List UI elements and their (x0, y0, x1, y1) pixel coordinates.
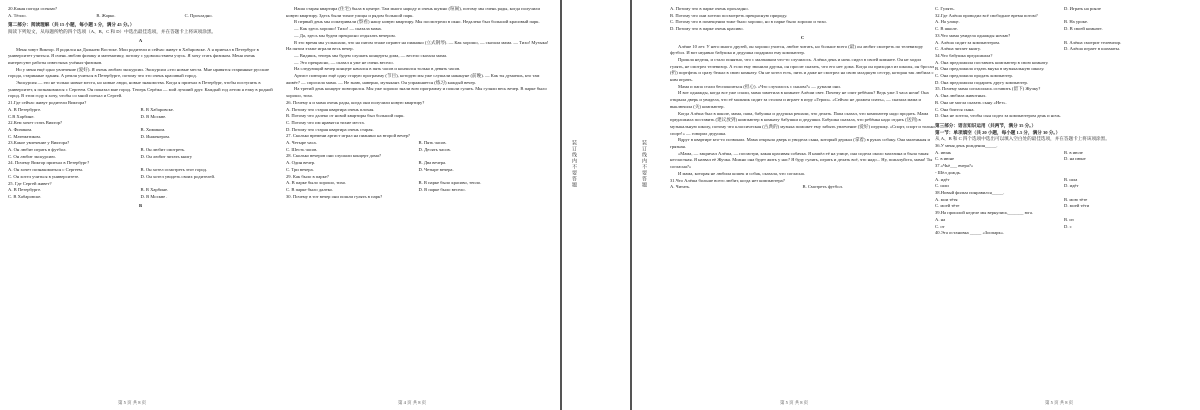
option: D. идёт (1064, 183, 1079, 189)
page-footer: 第 5 页 共 8 页 (780, 400, 809, 405)
option: C. В парке было далеко. (286, 186, 334, 192)
option: C. моей тёте (935, 203, 960, 209)
section-note: 从 A、B 和 C 四个选项中选出可以填入空白处的最佳选项，并在答题卡上将该项涂黑。 (935, 136, 1110, 142)
option: B. Он любит смотреть. (140, 147, 186, 153)
dialogue-line: — Да, здесь мы будем прекрасно отдыхать вечером. (294, 32, 396, 38)
q25-options (8, 194, 273, 201)
option: C. Она боится сына. (935, 106, 975, 112)
option: D. Инженером. (140, 133, 171, 139)
q32-options (935, 19, 1193, 26)
option: A. В Петербурге. (8, 106, 42, 112)
question-35: 35. Почему мама согласилась оставить (留下) Жучку? (935, 86, 1041, 92)
q29-options (286, 180, 551, 187)
page2-right-column (935, 6, 1193, 237)
q36-options (935, 150, 1193, 157)
option: B. Пять часов. (418, 140, 447, 146)
question-30: 30. Почему в тот вечер они пошли гулять в парк? (286, 193, 383, 199)
q21-options (8, 107, 273, 114)
option: B. Она не могла сказать сыну «Нет». (935, 99, 1007, 105)
option: B. Два вечера. (418, 160, 447, 166)
option: C. Три вечера. (286, 166, 314, 172)
option: B. Алёша смотрит телевизор. (1064, 39, 1122, 45)
option: C. Алёша читает книгу. (935, 46, 981, 52)
option: B. Потому что они хотели посмотреть прекрасную природу. (670, 12, 788, 18)
option: A. Алёша сидит за компьютером. (935, 39, 1001, 45)
option: A. В Петербурге. (8, 187, 42, 193)
section-heading: 第三部分：语言知识运用（共两节，满分 35 分。） (935, 122, 1037, 128)
paragraph: Алёше 10 лет. У него много друзей, он хорошо учится, любит читать, но больше всего (最) он любит смотреть по телевизору футбол. И вот недавно бабушка и дедушка подарили ему компьютер. (670, 43, 923, 56)
passage-label: C (800, 34, 805, 40)
section-note: 阅读下列短文，从每题所给的四个选项（A、B、C 和 D）中选出最佳选项，并在答题卡上将该项涂黑。 (8, 29, 217, 35)
question-39: 39.На прошлой неделе мы вернулись_______ юга. (935, 210, 1034, 216)
option: D. Алёша играет в шахматы. (1064, 46, 1121, 52)
option: B. Смотреть футбол. (802, 184, 843, 190)
q29-options (286, 187, 551, 194)
option: C. В Хабаровске. (8, 193, 42, 199)
binding-gutter-line (630, 0, 632, 410)
question-23: 23.Какое увлечение у Виктора? (8, 140, 70, 146)
question-31: 31.Что Алёша больше всего любит, когда нет компьютера? (670, 177, 785, 183)
question-32: 32.Где Алёша проводил всё свободное время потом? (935, 12, 1038, 18)
q31-options (935, 6, 1193, 13)
paragraph: — Это прекрасно, — сказал я уже не очень весело. (294, 59, 394, 65)
option: C. Математиком. (8, 133, 41, 139)
paragraph: На третий день концерт повторился. Мы уже хорошо знали всю программу и пошли гулять. Мы гуляли весь вечер. В парке было хорошо, тихо. (286, 86, 547, 99)
question-33: 33.Что мама увидела однажды ночью? (935, 32, 1011, 38)
page-footer: 第 5 页 共 8 页 (1045, 400, 1074, 405)
q39-options (935, 217, 1193, 224)
question-28: 28. Сколько вечеров они слушали концерт дома? (286, 153, 381, 159)
q22-options (8, 127, 273, 134)
paragraph: Наша старая квартира (住宅) была в центре. Там много народу и очень шумно (喧闹), потому мы очень рады, когда получили новую квартиру. Здесь были тихие улицы и рядом большой парк. (286, 6, 540, 18)
page1-left-column (8, 6, 273, 211)
paragraph: Меня зовут Виктор. Я родился на Дальнем Востоке. Мои родители и сейчас живут в Хабаровске. А я приехал в Петербург в университет учиться. Я очень люблю физику и математику, потому с удовольствием учусь. Я хочу стать физиком. Меня очень интересуют работы известных учёных-физиков. (8, 46, 259, 65)
q28-options (286, 167, 551, 174)
option: B. Он хотел осмотреть этот город. (140, 167, 208, 173)
paragraph: Но у меня ещё одно увлечение (爱好). Я очень люблю экскурсии. Экскурсии «это новые места. Мне нравятся старинные русские города, старинные здания. А ремля учиться в Петербурге, потому что это очень красивый город. (8, 66, 270, 79)
option: D. моей тёти (1064, 203, 1090, 209)
q20-options (8, 13, 273, 20)
option: D. Потому что в парке очень красиво. (670, 26, 744, 32)
paragraph: На следующий вечер концерт начался в пять часов и кончился только в девять часов. (294, 66, 461, 72)
option: C. в июне (935, 156, 955, 162)
option: C. Она предложила продать компьютер. (935, 73, 1013, 79)
question-22: 22.Кем хочет стать Виктор? (8, 120, 63, 126)
option: C. от (935, 223, 945, 229)
gutter-text: 装订线内不要答题 (641, 140, 646, 188)
page-footer: 第 4 页 共 8 页 (398, 400, 427, 405)
option: D. Четыре вечера. (418, 166, 454, 172)
option: A. Потому что старая квартира очень плохая. (286, 106, 375, 112)
question-37: 37.«Чьё___ вчера?» (935, 163, 974, 169)
question-38: 38.Новый фильм понравился_____. (935, 189, 1005, 195)
option: A. Физиком. (8, 126, 33, 132)
paragraph: В это время мы услышали, что на пятом этаже играют на пианино (立式钢琴). — Как хорошо, — сказала мама. — Тихо! Музыка! На пятом этаже играли весь вечер. (286, 39, 549, 52)
paragraph: Артист повторил ещё одну старую программу (节目), которую мы уже слушали накануне (前晚). — Как ты думаешь, кто там живёт? — спросила мама. — Не знаю, наверно, музыкант. Он упражняется (练习) каждый вечер. (286, 73, 540, 85)
option: C. Потому что им нравятся тихие места. (286, 119, 365, 125)
dialogue-line: — Как здесь хорошо! Тихо! — сказала мама. (294, 26, 382, 32)
question-21: 21.Где сейчас живут родители Виктора? (8, 100, 87, 106)
question-36: 36.У меня день рождения_____. (935, 143, 998, 149)
question-24: 24. Почему Виктор приехал в Петербург? (8, 160, 90, 166)
question-34: 34.Что бабушка предложила? (935, 52, 993, 58)
option: D. Она предложила подарить другу компьютер. (935, 79, 1028, 85)
option: A. Тёпло. (8, 12, 27, 18)
option: B. На уроке. (1064, 19, 1089, 25)
q25-options (8, 187, 273, 194)
option: A. июнь (935, 149, 952, 155)
subsection-heading: 第一节：单项填空（共 20 小题，每小题 1.5 分，满分 30 分。） (935, 129, 1061, 135)
option: D. Десять часов. (418, 146, 451, 152)
option: D. Играть на рояле (1064, 6, 1101, 11)
passage-label: B (138, 202, 143, 208)
page-footer: 第 5 页 共 8 页 (118, 400, 147, 405)
option: A. мои тётя (935, 196, 958, 202)
option: B. из (1064, 216, 1074, 222)
option: D. В Москве. (140, 113, 167, 119)
q21-options (8, 114, 273, 121)
q24-options (8, 167, 273, 174)
option: B. мою тёте (1064, 196, 1088, 202)
paragraph: И вот однажды, когда все уже спали, мама заметила в комнате Алёши свет. Почему не спит ребёнок? Ведь уже 3 часа ночи! Она открыла дверь и увидела, что её мальчик сидит за столом и играет в игру «Герои». «Сейчас не должен спать», — сказала мама и выключила (关) компьютер. (670, 90, 929, 109)
q28-options (286, 160, 551, 167)
q37-options (935, 183, 1193, 190)
option: B. Химиком. (140, 126, 166, 132)
option: B. шла (1064, 176, 1078, 182)
q37-options (935, 177, 1193, 184)
option: D. на июне (1064, 156, 1086, 162)
option: D. В своей комнате. (1064, 26, 1103, 32)
paragraph: Прошла неделя, и стало понятно, что с мальчиком что-то случилось. Алёша день и ночь сидел в своей комнате. Он не ходил гулять, не смотрел телевизор. А если ему звонили друзья, он просит сказать, что его нет дома. Когда он приходил из школы, он бросал (扔) портфель и сразу бежал в свою комнату. Он не хотел есть, пить и даже не смотрел на свою младшую сестру, которая так любила с ним играть. (670, 56, 935, 83)
q36-options (935, 156, 1193, 163)
passage-label: A (138, 37, 143, 43)
option: B. Потому что далеко от новой квартиры был большой парк. (286, 113, 405, 119)
q23-options (8, 154, 273, 161)
paragraph: Экскурсия — это не только новые места, но новые люди, новые знакомства. Когда я приехал в Петербург, чтобы поступить в университет, я познакомился с Сергеем. Он показал мне город. Теперь Серёжа — мой лучший друг. Каждый год летом я езжу в родной город. В этом году я хочу, чтобы со мной поехал и Сергей. (8, 80, 273, 99)
q22-options (8, 134, 273, 141)
paragraph: И мама, которая не любила кошек и собак, сказала, что согласна. (678, 170, 805, 176)
q32-options (935, 26, 1193, 33)
option: C. шли (935, 183, 949, 189)
binding-gutter-line (560, 0, 562, 410)
option: B. В Хабаровске. (140, 106, 174, 112)
option: A. Она предложила поставить компьютер в свою комнату. (935, 59, 1049, 65)
page2-left-column (670, 6, 935, 191)
q39-options (935, 224, 1193, 231)
question-25: 25. Где Сергей живет? (8, 180, 52, 186)
question-40: 40.Эта остановка _____ «Зоопарк». (935, 230, 1005, 236)
q33-options (935, 40, 1193, 47)
option: D. Он любит читать книгу (140, 153, 193, 159)
option: C. Потому что в помещении тоже было хорошо, но в парке было хорошо и тихо. (670, 19, 828, 25)
paragraph: Вдруг в квартире кто-то позвонил. Мама открыла дверь и увидела сына, который держал (拿着) в руках собаку. Она маленькая и грязная. (670, 137, 930, 150)
paragraph: — Видишь, теперь мы будем слушать концерты дома, — весело сказала мама. (294, 52, 448, 58)
q38-options (935, 203, 1193, 210)
question-37-sub: - Шёл дождь. (935, 169, 962, 175)
option: C. Он любит экскурсию. (8, 153, 56, 159)
paragraph: В первый день мы осматривали (察看) нашу новую квартиру. Мы посмотрели в окно. Недалеко был большой красивый парк. (294, 19, 540, 25)
question-20: 20.Какая погода осенью? (8, 6, 58, 11)
q27-options (286, 147, 551, 154)
option: A. Он хочет познакомиться с Сергеем. (8, 167, 83, 173)
q33-options (935, 46, 1193, 53)
option: A. Он любит играть в футбол. (8, 147, 67, 153)
option: C.В Харбине. (8, 113, 35, 119)
option: A. На улице. (935, 19, 960, 25)
q24-options (8, 174, 273, 181)
option: A. Потому что в парке очень прохладно. (670, 6, 749, 11)
option: A. Она любила животных. (935, 93, 987, 99)
option: A. В парке было хорошо, тихо. (286, 180, 347, 186)
q23-options (8, 147, 273, 154)
question-27: 27. Сколько времени артист играл на пианино на второй вечер? (286, 133, 410, 139)
q31-options (670, 184, 935, 191)
option: D. Потому что старая квартира очень старая. (286, 126, 374, 132)
option: A. идёт (935, 176, 950, 182)
option: C. Гулять. (935, 6, 955, 11)
paragraph: «Мама, — закричал Алёша, — посмотри, какая красивая собачка. Я нашёл её на улице, она сидела около магазина и была такая несчастная. Я назвал её Жучка. Можно она будет жить у нас? Я буду гулять, играть и делать всё, что надо... Ну, пожалуйста, мама! Ты согласна?» (670, 150, 933, 170)
option: C. Шесть часов. (286, 146, 318, 152)
option: C. В школе. (935, 26, 958, 32)
option: C. Он хотел учиться в университете. (8, 173, 80, 179)
option: B. Она предложила отдать внука в музыкальную школу. (935, 66, 1045, 72)
option: D. Он хотел увидеть своих родителей. (140, 173, 216, 179)
option: A. Один вечер. (286, 160, 316, 166)
option: B. Жарко. (96, 12, 116, 18)
option: B. В Харбине. (140, 187, 169, 193)
q27-options (286, 140, 551, 147)
option: D. В парке было весело. (418, 186, 466, 192)
option: A. Читать. (670, 184, 691, 190)
page1-right-column (286, 6, 551, 200)
option: C. Прохладно. (184, 12, 213, 18)
paragraph: Когда Алёша был в школе, мама, папа, бабушка и дедушка решали, что делать. Папа сказал, что компьютер надо продать. Мама предложила поставить (建议放到) компьютер в комнату бабушки и дедушки. Бабушка сказала, что ребёнка надо отдать (送到) в музыкальную школу, потому что классическая (古典的) музыка поможет ему забыть увлечение (爱好) игрушку. «Спорт, спорт и только спорт!» — говорил дедушка. (670, 110, 935, 136)
question-29: 29. Как было в парке? (286, 173, 329, 179)
gutter-text: 装订线内不要答题 (571, 140, 576, 188)
option: D. В Москве . (140, 193, 168, 199)
paragraph: Мама и папа стали беспокоиться (担心). «Что случилось с сыном?» — думали они. (678, 83, 841, 89)
option: D. с (1064, 223, 1072, 229)
question-26: 26. Почему я и мама очень рады, когда они получили новую квартиру? (286, 99, 425, 105)
option: A. Четыре часа. (286, 140, 317, 146)
section-heading: 第二部分：阅读理解（共 15 小题，每小题 3 分，满分 45 分。） (8, 22, 135, 28)
option: D. Она не хотела, чтобы сын сидел за компьютером день и ночь. (935, 113, 1061, 119)
option: A. на (935, 216, 946, 222)
option: B. в июле (1064, 149, 1083, 155)
option: B. В парке было красиво, тепло. (418, 180, 482, 186)
q38-options (935, 197, 1193, 204)
